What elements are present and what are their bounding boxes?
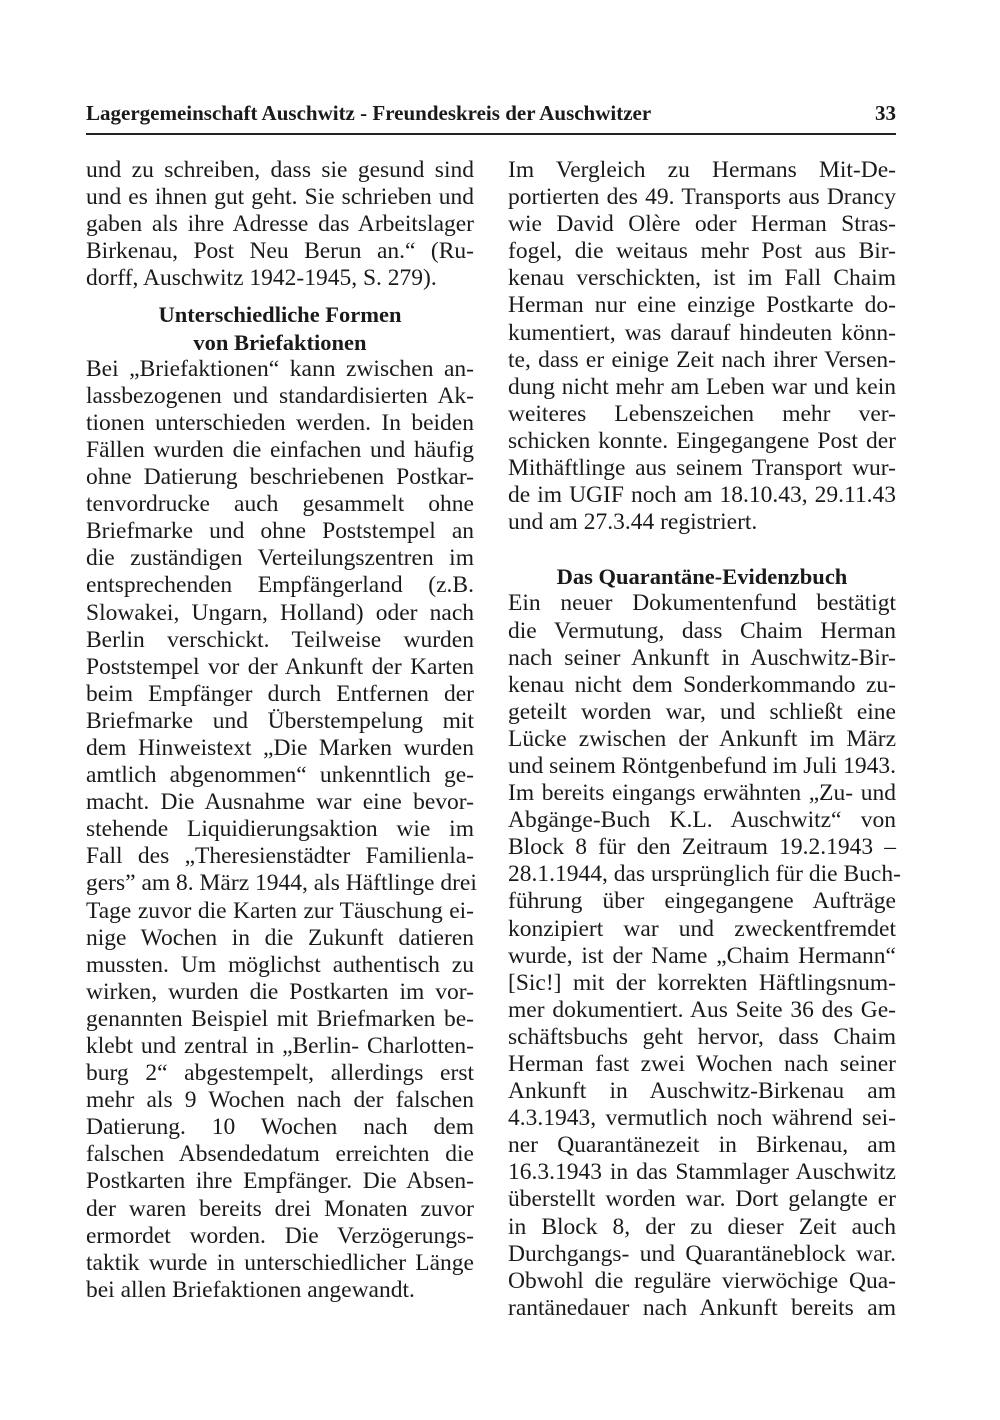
- left-column: [86, 157, 477, 1304]
- text-line: wurde, ist der Name „Chaim Hermann“: [508, 942, 896, 969]
- text-line: mussten. Um möglichst authentisch zu: [86, 951, 474, 978]
- section-heading-briefaktionen: [86, 301, 474, 355]
- intro-paragraph: [86, 157, 474, 292]
- text-line: bei allen Briefaktionen angewandt.: [86, 1276, 415, 1303]
- text-line: genannten Beispiel mit Briefmarken be-: [86, 1005, 474, 1032]
- text-line: Mithäftlinge aus seinem Transport wur-: [508, 455, 896, 482]
- text-line: Abgänge-Buch K.L. Auschwitz“ von: [508, 807, 896, 834]
- text-line: nige Wochen in die Zukunft datieren: [86, 924, 474, 951]
- text-line: in Block 8, der zu dieser Zeit auch: [508, 1213, 896, 1240]
- text-line: Birkenau, Post Neu Berun an.“ (Ru-: [86, 238, 474, 265]
- text-line: gers” am 8. März 1944, als Häftlinge drei: [86, 870, 477, 897]
- heading-line: von Briefaktionen: [193, 329, 367, 355]
- right-column: [508, 157, 901, 1322]
- text-line: konzipiert war und zweckentfremdet: [508, 915, 896, 942]
- text-line: und seinem Röntgenbefund im Juli 1943.: [508, 752, 896, 779]
- text-line: [Sic!] mit der korrekten Häftlingsnum-: [508, 969, 896, 996]
- text-line: 4.3.1943, vermutlich noch während sei-: [508, 1105, 896, 1132]
- text-line: falschen Absendedatum erreichten die: [86, 1141, 474, 1168]
- text-line: führung über eingegangene Aufträge: [508, 888, 896, 915]
- text-line: Durchgangs- und Quarantäneblock war.: [508, 1240, 896, 1267]
- text-line: Poststempel vor der Ankunft der Karten: [86, 653, 474, 680]
- text-line: die zuständigen Verteilungszentren im: [86, 545, 474, 572]
- text-line: ohne Datierung beschriebenen Postkar-: [86, 464, 474, 491]
- text-line: Postkarten ihre Empfänger. Die Absen-: [86, 1168, 474, 1195]
- running-header-title: Lagergemeinschaft Auschwitz - Freundeskreis der Auschwitzer: [86, 101, 652, 125]
- text-line: der waren bereits drei Monaten zuvor: [86, 1195, 474, 1222]
- text-line: 16.3.1943 in das Stammlager Auschwitz: [508, 1159, 896, 1186]
- text-line: weiteres Lebenszeichen mehr ver-: [508, 400, 896, 427]
- text-line: tionen unterschieden werden. In beiden: [86, 409, 474, 436]
- text-line: Datierung. 10 Wochen nach dem: [86, 1114, 474, 1141]
- text-line: 28.1.1944, das ursprünglich für die Buch-: [508, 861, 901, 888]
- text-line: mer dokumentiert. Aus Seite 36 des Ge-: [508, 996, 896, 1023]
- text-line: wirken, wurden die Postkarten im vor-: [86, 978, 474, 1005]
- text-line: tenvordrucke auch gesammelt ohne: [86, 491, 474, 518]
- text-line: die Vermutung, dass Chaim Herman: [508, 617, 896, 644]
- text-line: Bei „Briefaktionen“ kann zwischen an-: [86, 355, 474, 382]
- quarantaene-paragraph: [508, 590, 901, 1322]
- text-line: und am 27.3.44 registriert.: [508, 509, 758, 536]
- text-line: Ankunft in Auschwitz-Birkenau am: [508, 1078, 896, 1105]
- text-line: wie David Olère oder Herman Stras-: [508, 211, 896, 238]
- heading-line: Unterschiedliche Formen: [158, 302, 402, 328]
- text-line: amtlich abgenommen“ unkenntlich ge-: [86, 762, 474, 789]
- text-line: dem Hinweistext „Die Marken wurden: [86, 734, 474, 761]
- text-line: Im Vergleich zu Hermans Mit-De-: [508, 157, 896, 183]
- text-line: Briefmarke und ohne Poststempel an: [86, 518, 474, 545]
- text-line: beim Empfänger durch Entfernen der: [86, 680, 474, 707]
- text-line: Slowakei, Ungarn, Holland) oder nach: [86, 599, 474, 626]
- text-line: portierten des 49. Transports aus Drancy: [508, 184, 896, 211]
- text-line: gaben als ihre Adresse das Arbeitslager: [86, 211, 474, 238]
- text-line: kumentiert, was darauf hindeuten könn-: [508, 319, 896, 346]
- text-line: ermordet worden. Die Verzögerungs-: [86, 1222, 474, 1249]
- text-line: lassbezogenen und standardisierten Ak-: [86, 382, 474, 409]
- text-line: nach seiner Ankunft in Auschwitz-Bir-: [508, 644, 896, 671]
- text-line: schicken konnte. Eingegangene Post der: [508, 427, 896, 454]
- text-line: rantänedauer nach Ankunft bereits am: [508, 1294, 896, 1321]
- text-line: fogel, die weitaus mehr Post aus Bir-: [508, 238, 896, 265]
- text-line: Berlin verschickt. Teilweise wurden: [86, 626, 474, 653]
- text-line: dorff, Auschwitz 1942-1945, S. 279).: [86, 265, 437, 292]
- text-line: Ein neuer Dokumentenfund bestätigt: [508, 590, 896, 617]
- text-line: schäftsbuchs geht hervor, dass Chaim: [508, 1023, 896, 1050]
- text-line: Obwohl die reguläre vierwöchige Qua-: [508, 1267, 896, 1294]
- text-line: kenau verschickten, ist im Fall Chaim: [508, 265, 896, 292]
- header-rule: [86, 133, 896, 135]
- text-line: mehr als 9 Wochen nach der falschen: [86, 1087, 474, 1114]
- text-line: Im bereits eingangs erwähnten „Zu- und: [508, 780, 896, 807]
- text-line: und es ihnen gut geht. Sie schrieben und: [86, 184, 474, 211]
- page-number: 33: [875, 101, 896, 125]
- text-line: geteilt worden war, und schließt eine: [508, 698, 896, 725]
- text-line: Herman nur eine einzige Postkarte do-: [508, 292, 896, 319]
- text-line: Block 8 für den Zeitraum 19.2.1943 –: [508, 834, 896, 861]
- text-line: Fällen wurden die einfachen und häufig: [86, 436, 474, 463]
- text-line: taktik wurde in unterschiedlicher Länge: [86, 1249, 474, 1276]
- text-line: Lücke zwischen der Ankunft im März: [508, 725, 896, 752]
- text-line: Tage zuvor die Karten zur Täuschung ei-: [86, 897, 474, 924]
- text-line: Briefmarke und Überstempelung mit: [86, 707, 474, 734]
- text-line: Herman fast zwei Wochen nach seiner: [508, 1051, 896, 1077]
- section-heading-quarantaene: Das Quarantäne-Evidenzbuch: [556, 564, 848, 590]
- text-line: te, dass er einige Zeit nach ihrer Versen-: [508, 346, 896, 373]
- text-line: burg 2“ abgestempelt, allerdings erst: [86, 1060, 474, 1087]
- text-line: und zu schreiben, dass sie gesund sind: [86, 157, 474, 183]
- text-line: dung nicht mehr am Leben war und kein: [508, 373, 896, 400]
- text-line: überstellt worden war. Dort gelangte er: [508, 1186, 896, 1213]
- text-line: entsprechenden Empfängerland (z.B.: [86, 572, 474, 599]
- text-line: stehende Liquidierungsaktion wie im: [86, 816, 474, 843]
- text-line: macht. Die Ausnahme war eine bevor-: [86, 789, 474, 816]
- text-line: Fall des „Theresienstädter Familienla-: [86, 843, 474, 870]
- text-line: ner Quarantänezeit in Birkenau, am: [508, 1132, 896, 1159]
- text-line: klebt und zentral in „Berlin- Charlotten-: [86, 1033, 474, 1059]
- text-line: de im UGIF noch am 18.10.43, 29.11.43: [508, 482, 896, 509]
- vergleich-paragraph: [508, 157, 896, 536]
- running-header: [86, 100, 896, 126]
- briefaktionen-paragraph: [86, 355, 477, 1304]
- text-line: kenau nicht dem Sonderkommando zu-: [508, 671, 896, 698]
